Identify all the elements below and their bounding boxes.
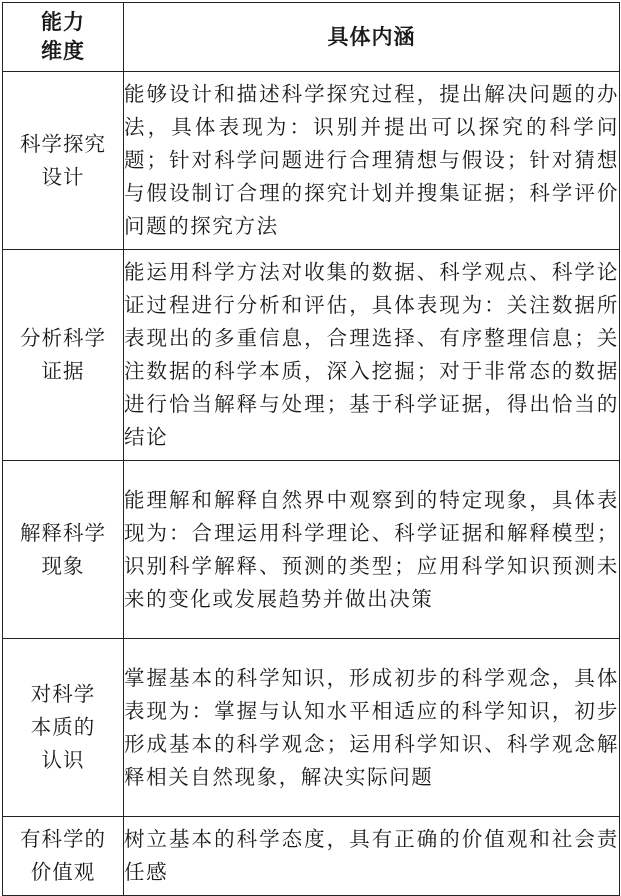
table-header-row <box>3 3 620 72</box>
content-cell: 能理解和解释自然界中观察到的特定现象，具体表现为：合理运用科学理论、科学证据和解释模型；识别科学解释、预测的类型；应用科学知识预测未来的变化或发展趋势并做出决策 <box>124 461 620 639</box>
dimension-cell <box>3 461 124 639</box>
content-cell: 掌握基本的科学知识，形成初步的科学观念，具体表现为：掌握与认知水平相适应的科学知识，初步形成基本的科学观念；运用科学知识、科学观念解释相关自然现象，解决实际问题 <box>124 639 620 817</box>
ability-dimension-table <box>2 2 620 896</box>
dimension-label: 对科学 本质的 认识 <box>30 682 96 772</box>
header-content-cell <box>124 3 620 72</box>
dimension-label: 科学探究 设计 <box>20 131 106 189</box>
content-cell: 能运用科学方法对收集的数据、科学观点、科学论证过程进行分析和评估，具体表现为：关注数据所表现出的多重信息，合理选择、有序整理信息；关注数据的科学本质，深入挖掘；对于非常态的数据进行恰当解释与处理；基于科学证据，得出恰当的结论 <box>124 250 620 461</box>
dimension-label: 解释科学 现象 <box>20 520 106 578</box>
dimension-cell <box>3 639 124 817</box>
header-dimension-cell <box>3 3 124 72</box>
header-dimension-label: 能力 维度 <box>41 10 85 63</box>
header-content-label: 具体内涵 <box>327 24 416 49</box>
dimension-label: 分析科学 证据 <box>20 326 106 383</box>
dimension-cell <box>3 250 124 461</box>
table-row <box>3 639 620 817</box>
table-row <box>3 817 620 896</box>
table-row <box>3 461 620 639</box>
dimension-label: 有科学的 价值观 <box>20 827 106 884</box>
content-cell: 树立基本的科学态度，具有正确的价值观和社会责任感 <box>124 817 620 896</box>
table-row <box>3 72 620 250</box>
dimension-cell <box>3 72 124 250</box>
dimension-cell <box>3 817 124 896</box>
table-row <box>3 250 620 461</box>
content-cell: 能够设计和描述科学探究过程，提出解决问题的办法，具体表现为：识别并提出可以探究的科学问题；针对科学问题进行合理猜想与假设；针对猜想与假设制订合理的探究计划并搜集证据；科学评价问题的探究方法 <box>124 72 620 250</box>
